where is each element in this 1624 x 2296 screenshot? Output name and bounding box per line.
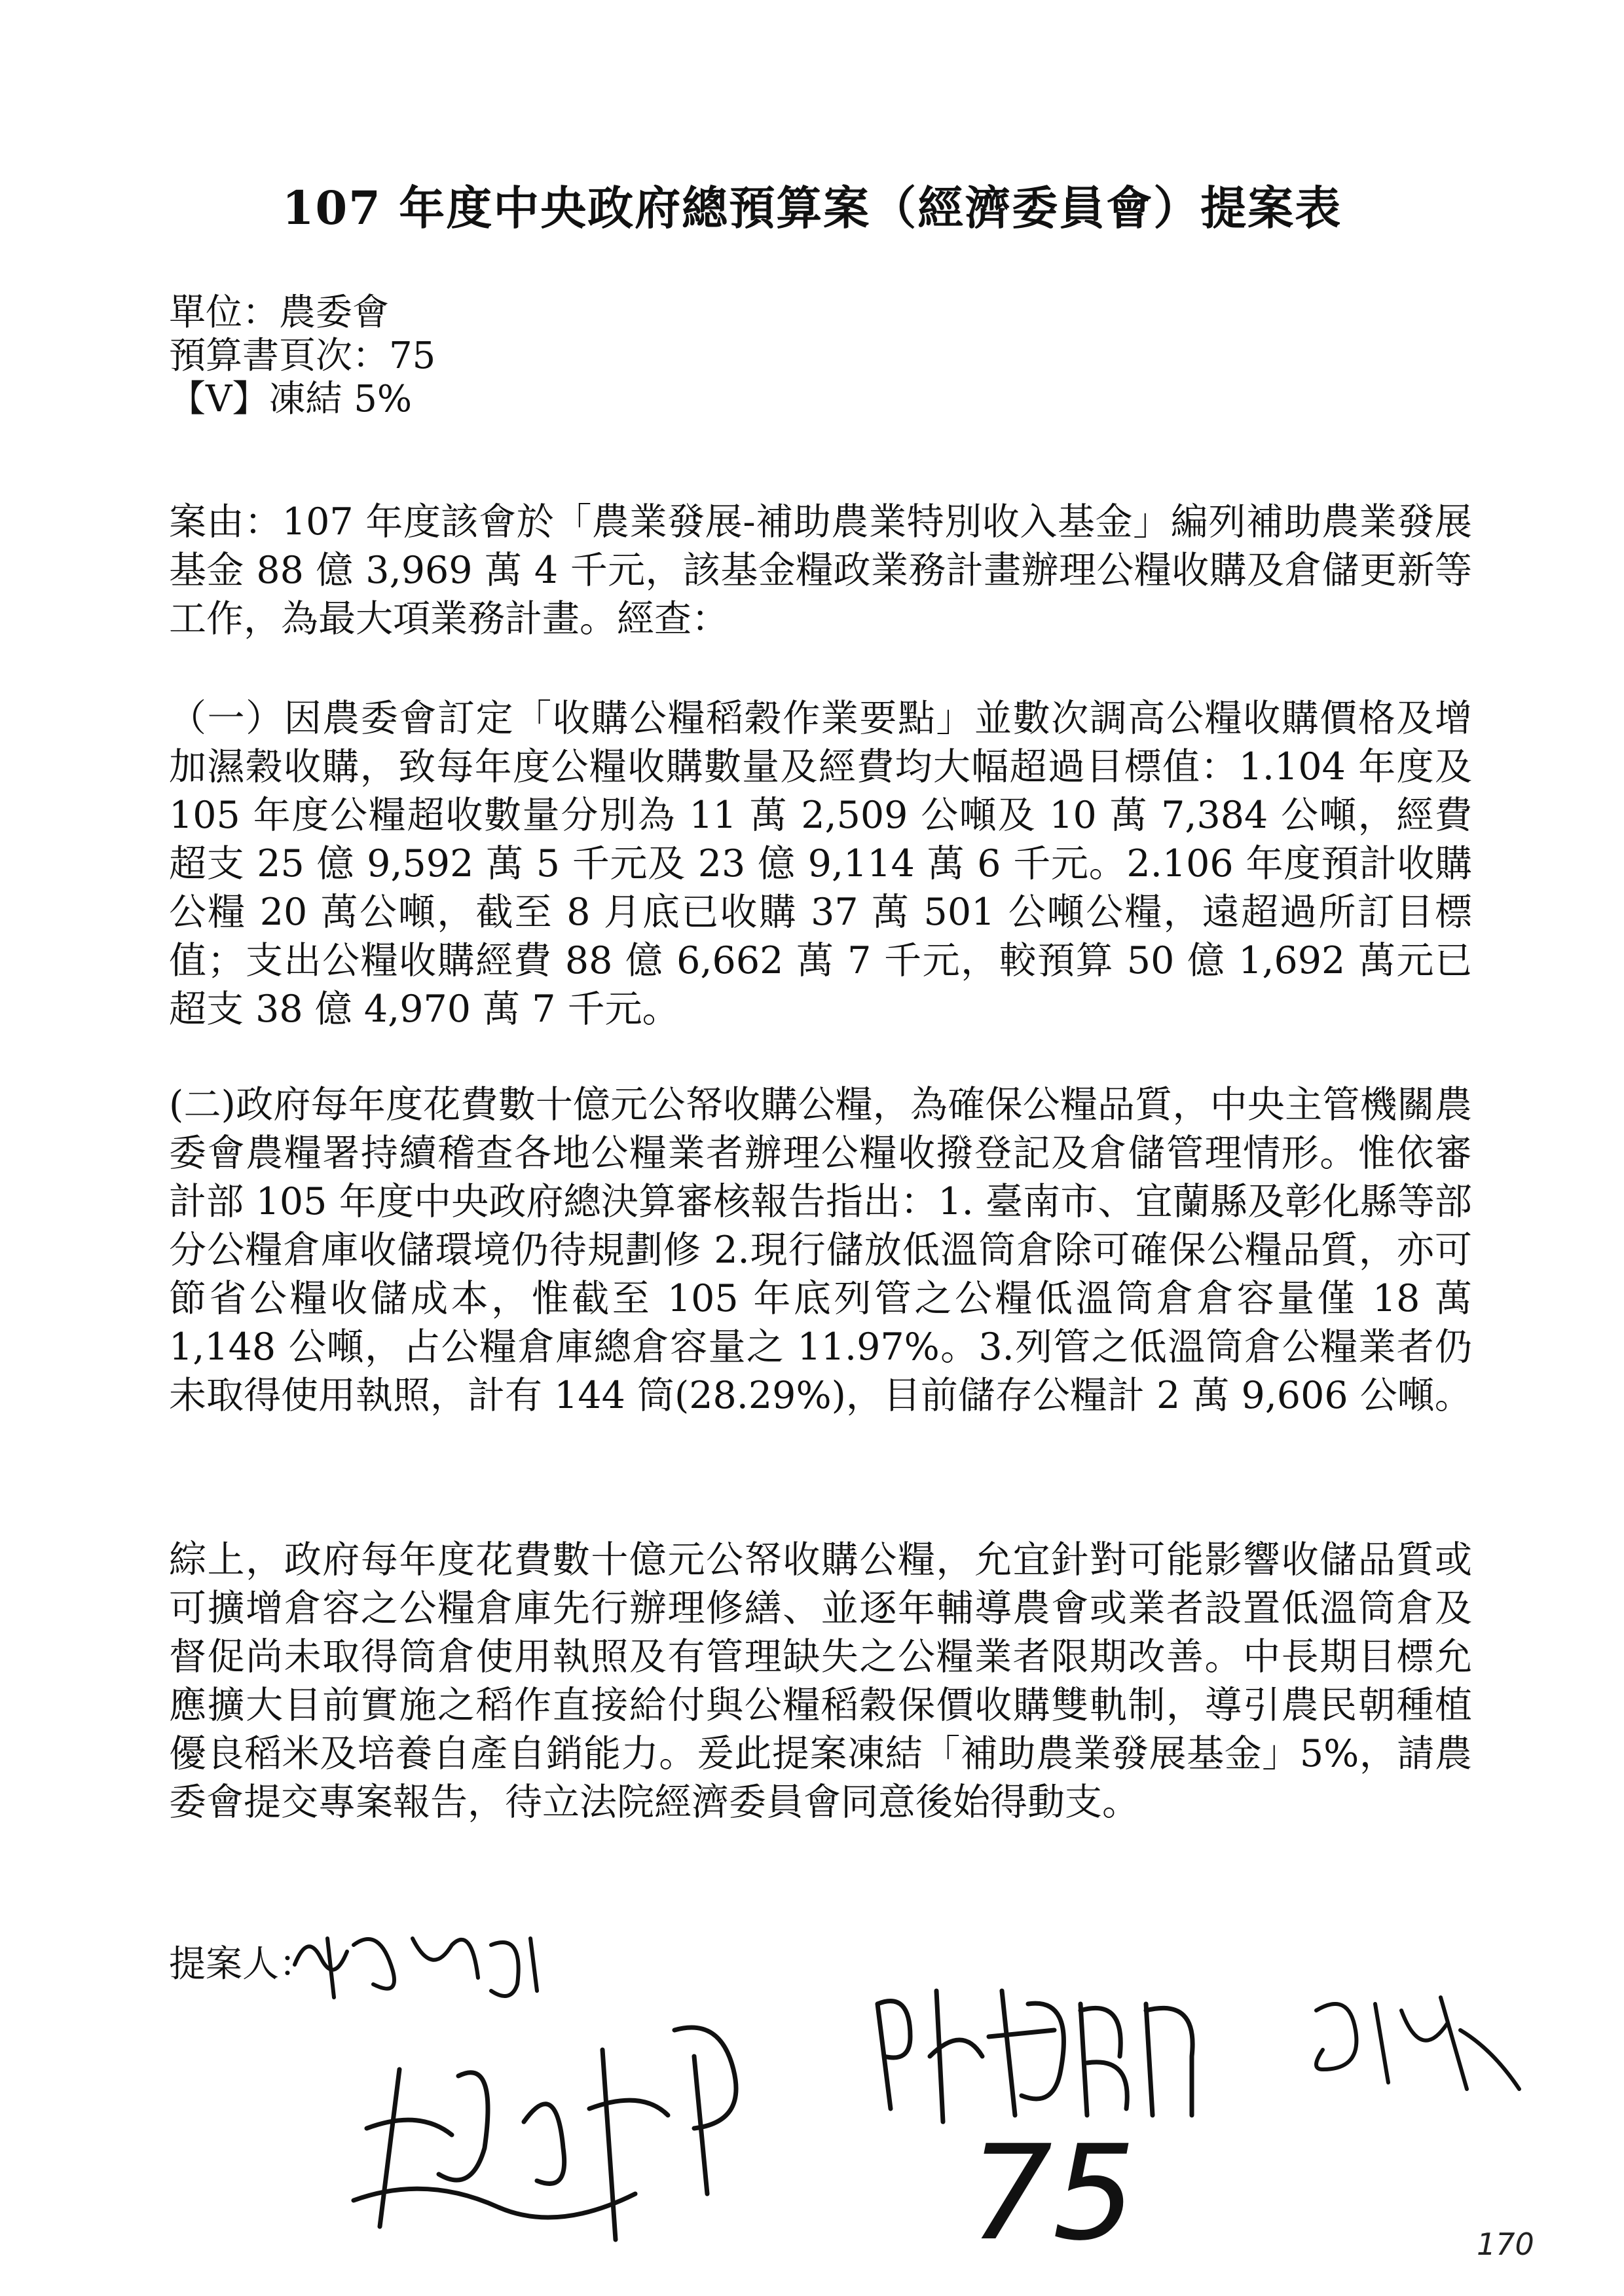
reason-paragraph: 案由：107 年度該會於「農業發展-補助農業特別收入基金」編列補助農業發展基金 88 億 3,969 萬 4 千元，該基金糧政業務計畫辦理公糧收購及倉儲更新等工作，為最大項業務計畫。經查：: [169, 500, 1472, 640]
point-one-paragraph: （一）因農委會訂定「收購公糧稻穀作業要點」並數次調高公糧收購價格及增加濕穀收購，致每年度公糧收購數量及經費均大幅超過目標值：1.104 年度及 105 年度公糧超收數量分別為 11 萬 2,509 公噸及 10 萬 7,384 公噸，經費超支 25 億 9,592 萬 5 千元及 23 億 9,114 萬 6 千元。2.106 年度預計收購公糧 20 萬公噸，截至 8 月底已收購 37 萬 501 公噸公糧，遠超過所訂目標值；支出公糧收購經費 88 億 6,662 萬 7 千元，較預算 50 億 1,692 萬元已超支 38 億 4,970 萬 7 千元。: [169, 697, 1472, 1031]
signature-3: [864, 1965, 1231, 2135]
unit-line: 單位：農委會: [169, 291, 389, 334]
signature-2: [327, 1978, 825, 2253]
document-title: 107 年度中央政府總預算案（經濟委員會）提案表: [282, 181, 1342, 235]
signature-4: [1297, 1971, 1532, 2102]
summary-paragraph: 綜上，政府每年度花費數十億元公帑收購公糧，允宜針對可能影響收儲品質或可擴增倉容之公糧倉庫先行辦理修繕、並逐年輔導農會或業者設置低溫筒倉及督促尚未取得筒倉使用執照及有管理缺失之公糧業者限期改善。中長期目標允應擴大目前實施之稻作直接給付與公糧稻穀保價收購雙軌制，導引農民朝種植優良稻米及培養自產自銷能力。爰此提案凍結「補助農業發展基金」5%，請農委會提交專案報告，待立法院經濟委員會同意後始得動支。: [169, 1538, 1472, 1824]
point-two-paragraph: (二)政府每年度花費數十億元公帑收購公糧，為確保公糧品質，中央主管機關農委會農糧署持續稽查各地公糧業者辦理公糧收撥登記及倉儲管理情形。惟依審計部 105 年度中央政府總決算審核報告指出：1. 臺南市、宜蘭縣及彰化縣等部分公糧倉庫收儲環境仍待規劃修 2.現行儲放低溫筒倉除可確保公糧品質，亦可節省公糧收儲成本，惟截至 105 年底列管之公糧低溫筒倉倉容量僅 18 萬 1,148 公噸，占公糧倉庫總倉容量之 11.97%。3.列管之低溫筒倉公糧業者仍未取得使用執照，計有 144 筒(28.29%)，目前儲存公糧計 2 萬 9,606 公噸。: [169, 1083, 1472, 1417]
handwritten-number: 75: [969, 2117, 1136, 2270]
freeze-line: 【V】凍結 5%: [169, 378, 413, 420]
proposer-label: 提案人：: [169, 1943, 316, 1986]
page-number: 170: [1477, 2227, 1534, 2262]
page-ref-line: 預算書頁次：75: [169, 335, 436, 377]
meta-block: [169, 291, 435, 421]
